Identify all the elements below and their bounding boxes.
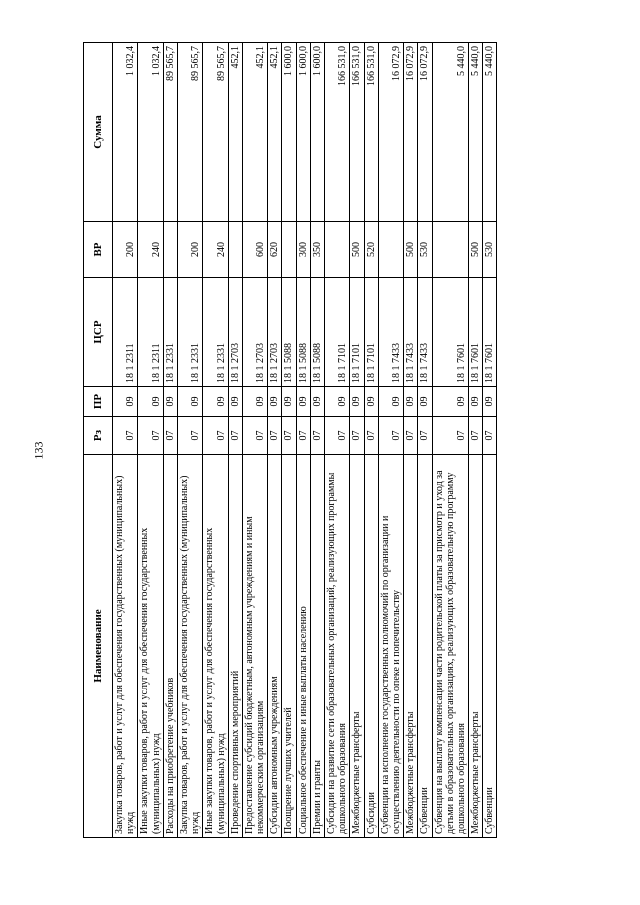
cell-sum: 16 072,9 — [418, 43, 432, 222]
cell-vr: 500 — [404, 222, 418, 278]
cell-name: Субсидии автономным учреждениям — [268, 455, 282, 838]
table-row — [364, 43, 378, 838]
cell-csr: 18 1 2331 — [163, 278, 177, 387]
cell-rz: 07 — [404, 417, 418, 455]
cell-csr: 18 1 2331 — [203, 278, 228, 387]
cell-name: Субсидии на развитие сети образовательных организаций, реализующих программы дошкольного образования — [325, 455, 350, 838]
cell-sum: 5 440,0 — [432, 43, 469, 222]
cell-csr: 18 1 2703 — [228, 278, 242, 387]
header-csr: ЦСР — [84, 278, 113, 387]
cell-rz: 07 — [228, 417, 242, 455]
cell-csr: 18 1 7433 — [378, 278, 403, 387]
cell-sum: 16 072,9 — [404, 43, 418, 222]
cell-csr: 18 1 2331 — [177, 278, 202, 387]
cell-pr: 09 — [296, 387, 310, 417]
cell-rz: 07 — [325, 417, 350, 455]
budget-table — [83, 42, 497, 838]
cell-vr: 240 — [138, 222, 163, 278]
cell-rz: 07 — [177, 417, 202, 455]
cell-pr: 09 — [469, 387, 483, 417]
cell-name: Межбюджетные трансферты — [469, 455, 483, 838]
cell-rz: 07 — [483, 417, 497, 455]
cell-rz: 07 — [242, 417, 267, 455]
cell-vr: 240 — [203, 222, 228, 278]
table-row — [296, 43, 310, 838]
cell-sum: 89 565,7 — [203, 43, 228, 222]
cell-name: Закупка товаров, работ и услуг для обеспечения государственных (муниципальных) нужд — [113, 455, 138, 838]
table-body — [113, 43, 497, 838]
cell-sum: 166 531,0 — [364, 43, 378, 222]
cell-sum: 89 565,7 — [177, 43, 202, 222]
header-rz: Рз — [84, 417, 113, 455]
cell-rz: 07 — [296, 417, 310, 455]
cell-sum: 89 565,7 — [163, 43, 177, 222]
table-row — [378, 43, 403, 838]
cell-rz: 07 — [138, 417, 163, 455]
cell-name: Закупка товаров, работ и услуг для обеспечения государственных (муниципальных) нужд — [177, 455, 202, 838]
table-row — [163, 43, 177, 838]
cell-sum: 1 032,4 — [138, 43, 163, 222]
cell-name: Субсидии — [364, 455, 378, 838]
cell-vr: 200 — [177, 222, 202, 278]
cell-vr — [228, 222, 242, 278]
cell-sum: 5 440,0 — [469, 43, 483, 222]
table-row — [483, 43, 497, 838]
cell-name: Иные закупки товаров, работ и услуг для обеспечения государственных (муниципальных) нужд — [203, 455, 228, 838]
table-row — [268, 43, 282, 838]
cell-name: Субвенции — [418, 455, 432, 838]
rotated-table-container — [83, 43, 534, 838]
cell-rz: 07 — [163, 417, 177, 455]
table-row — [432, 43, 469, 838]
cell-sum: 166 531,0 — [325, 43, 350, 222]
cell-vr: 530 — [418, 222, 432, 278]
header-name: Наименование — [84, 455, 113, 838]
cell-vr: 520 — [364, 222, 378, 278]
cell-vr — [432, 222, 469, 278]
cell-name: Премии и гранты — [310, 455, 324, 838]
cell-vr: 530 — [483, 222, 497, 278]
table-row — [282, 43, 296, 838]
cell-vr: 500 — [350, 222, 364, 278]
table-header-row — [84, 43, 113, 838]
cell-name: Социальное обеспечение и иные выплаты населению — [296, 455, 310, 838]
cell-pr: 09 — [242, 387, 267, 417]
cell-rz: 07 — [432, 417, 469, 455]
header-vr: ВР — [84, 222, 113, 278]
cell-pr: 09 — [325, 387, 350, 417]
cell-csr: 18 1 5088 — [296, 278, 310, 387]
table-row — [418, 43, 432, 838]
cell-pr: 09 — [163, 387, 177, 417]
cell-sum: 5 440,0 — [483, 43, 497, 222]
cell-csr: 18 1 7601 — [483, 278, 497, 387]
table-row — [404, 43, 418, 838]
cell-vr: 500 — [469, 222, 483, 278]
cell-pr: 09 — [432, 387, 469, 417]
cell-csr: 18 1 5088 — [310, 278, 324, 387]
cell-csr: 18 1 2703 — [268, 278, 282, 387]
cell-pr: 09 — [350, 387, 364, 417]
cell-name: Субвенции — [483, 455, 497, 838]
cell-rz: 07 — [350, 417, 364, 455]
cell-pr: 09 — [282, 387, 296, 417]
header-pr: ПР — [84, 387, 113, 417]
cell-name: Субвенция на выплату компенсации части родительской платы за присмотр и уход за детьми в образовательных организациях, реализующих образовательную программу дошкольного образования — [432, 455, 469, 838]
cell-rz: 07 — [418, 417, 432, 455]
cell-vr: 300 — [296, 222, 310, 278]
cell-name: Иные закупки товаров, работ и услуг для обеспечения государственных (муниципальных) нужд — [138, 455, 163, 838]
cell-csr: 18 1 7101 — [364, 278, 378, 387]
cell-csr: 18 1 2703 — [242, 278, 267, 387]
table-row — [325, 43, 350, 838]
table-row — [242, 43, 267, 838]
cell-pr: 09 — [418, 387, 432, 417]
cell-vr: 350 — [310, 222, 324, 278]
cell-sum: 1 600,0 — [310, 43, 324, 222]
cell-vr — [282, 222, 296, 278]
cell-rz: 07 — [378, 417, 403, 455]
cell-sum: 16 072,9 — [378, 43, 403, 222]
cell-pr: 09 — [228, 387, 242, 417]
cell-rz: 07 — [469, 417, 483, 455]
cell-sum: 1 600,0 — [296, 43, 310, 222]
cell-sum: 166 531,0 — [350, 43, 364, 222]
cell-rz: 07 — [282, 417, 296, 455]
cell-name: Межбюджетные трансферты — [404, 455, 418, 838]
cell-csr: 18 1 2311 — [138, 278, 163, 387]
cell-csr: 18 1 7433 — [418, 278, 432, 387]
table-row — [350, 43, 364, 838]
cell-vr: 600 — [242, 222, 267, 278]
cell-sum: 452,1 — [268, 43, 282, 222]
cell-csr: 18 1 2311 — [113, 278, 138, 387]
cell-name: Предоставление субсидий бюджетным, автономным учреждениям и иным некоммерческим организациям — [242, 455, 267, 838]
cell-pr: 09 — [404, 387, 418, 417]
cell-csr: 18 1 7601 — [432, 278, 469, 387]
table-row — [138, 43, 163, 838]
cell-sum: 1 032,4 — [113, 43, 138, 222]
cell-pr: 09 — [364, 387, 378, 417]
cell-sum: 452,1 — [228, 43, 242, 222]
cell-csr: 18 1 7101 — [350, 278, 364, 387]
table-row — [310, 43, 324, 838]
cell-csr: 18 1 5088 — [282, 278, 296, 387]
cell-rz: 07 — [203, 417, 228, 455]
cell-vr — [163, 222, 177, 278]
cell-name: Поощрение лучших учителей — [282, 455, 296, 838]
cell-name: Межбюджетные трансферты — [350, 455, 364, 838]
table-row — [228, 43, 242, 838]
cell-pr: 09 — [483, 387, 497, 417]
cell-sum: 452,1 — [242, 43, 267, 222]
cell-pr: 09 — [113, 387, 138, 417]
cell-csr: 18 1 7601 — [469, 278, 483, 387]
cell-pr: 09 — [177, 387, 202, 417]
cell-vr — [325, 222, 350, 278]
cell-pr: 09 — [310, 387, 324, 417]
cell-vr: 620 — [268, 222, 282, 278]
cell-rz: 07 — [310, 417, 324, 455]
cell-pr: 09 — [378, 387, 403, 417]
cell-name: Субвенции на исполнение государственных полномочий по организации и осуществлению деятельности по опеке и попечительству — [378, 455, 403, 838]
table-row — [203, 43, 228, 838]
rotated-page-area — [83, 43, 534, 838]
cell-pr: 09 — [203, 387, 228, 417]
cell-vr — [378, 222, 403, 278]
page-number: 133 — [31, 441, 46, 460]
cell-rz: 07 — [364, 417, 378, 455]
cell-rz: 07 — [113, 417, 138, 455]
cell-csr: 18 1 7433 — [404, 278, 418, 387]
cell-vr: 200 — [113, 222, 138, 278]
table-row — [177, 43, 202, 838]
table-row — [469, 43, 483, 838]
cell-name: Расходы на приобретение учебников — [163, 455, 177, 838]
cell-pr: 09 — [138, 387, 163, 417]
cell-csr: 18 1 7101 — [325, 278, 350, 387]
cell-sum: 1 600,0 — [282, 43, 296, 222]
cell-pr: 09 — [268, 387, 282, 417]
cell-name: Проведение спортивных мероприятий — [228, 455, 242, 838]
table-row — [113, 43, 138, 838]
cell-rz: 07 — [268, 417, 282, 455]
header-sum: Сумма — [84, 43, 113, 222]
